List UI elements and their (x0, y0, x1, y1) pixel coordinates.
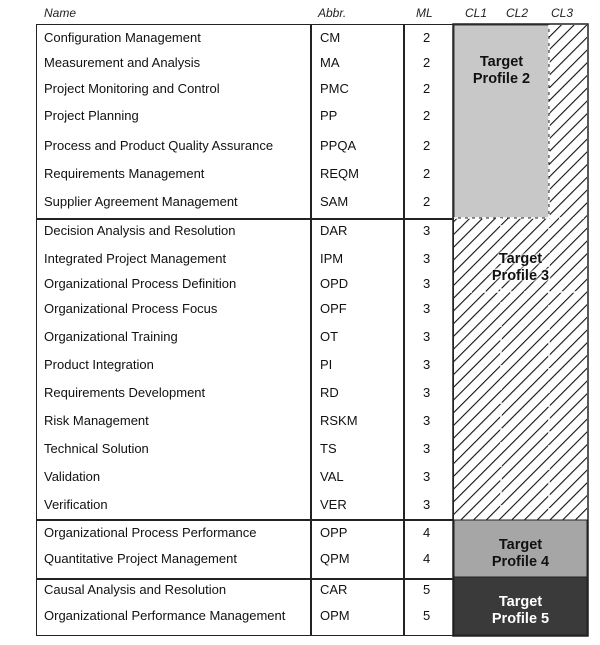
process-area-name: Organizational Process Performance (44, 525, 257, 540)
profile-2-line2: Profile 2 (472, 71, 531, 87)
process-area-abbr: CAR (320, 582, 348, 597)
process-area-abbr: PMC (320, 81, 349, 96)
process-area-abbr: CM (320, 30, 341, 45)
process-area-name: Causal Analysis and Resolution (44, 582, 227, 597)
maturity-level: 5 (423, 582, 431, 597)
maturity-level: 2 (423, 194, 431, 209)
profile-4-line1: Target (498, 537, 543, 553)
process-area-abbr: MA (320, 55, 340, 70)
maturity-level: 3 (423, 497, 431, 512)
process-area-abbr: SAM (320, 194, 349, 209)
maturity-level: 3 (423, 441, 431, 456)
maturity-level: 3 (423, 357, 431, 372)
maturity-level: 2 (423, 138, 431, 153)
maturity-level: 3 (423, 251, 431, 266)
header-name: Name (44, 6, 77, 20)
process-area-name: Verification (44, 497, 108, 512)
maturity-level: 3 (423, 301, 431, 316)
process-area-name: Project Monitoring and Control (44, 81, 220, 96)
process-area-abbr: RSKM (320, 413, 358, 428)
target-profile-3-label (454, 251, 587, 285)
process-area-abbr: OPF (320, 301, 347, 316)
profile-2-line1: Target (479, 54, 524, 70)
maturity-level: 2 (423, 55, 431, 70)
process-area-abbr: REQM (320, 166, 359, 181)
process-area-abbr: PI (320, 357, 333, 372)
process-area-name: Configuration Management (44, 30, 201, 45)
maturity-level: 2 (423, 108, 431, 123)
process-area-abbr: PP (320, 108, 338, 123)
process-area-name: Integrated Project Management (44, 251, 227, 266)
process-area-abbr: OPP (320, 525, 348, 540)
target-profile-3-hatch-upper (549, 25, 587, 218)
header-ml: ML (416, 6, 433, 20)
process-area-name: Product Integration (44, 357, 154, 372)
process-area-name: Supplier Agreement Management (44, 194, 238, 209)
header-cl2: CL2 (506, 6, 529, 20)
process-area-name: Validation (44, 469, 101, 484)
process-area-abbr: RD (320, 385, 339, 400)
process-area-name: Organizational Performance Management (44, 608, 286, 623)
process-area-name: Quantitative Project Management (44, 551, 237, 566)
target-profile-2-label (454, 54, 549, 88)
target-profile-5-label (454, 594, 587, 628)
maturity-level: 3 (423, 385, 431, 400)
profile-5-line1: Target (498, 594, 543, 610)
profile-5-line2: Profile 5 (491, 611, 550, 627)
maturity-level: 2 (423, 30, 431, 45)
process-area-abbr: OPM (320, 608, 350, 623)
process-area-name: Decision Analysis and Resolution (44, 223, 236, 238)
maturity-level: 3 (423, 469, 431, 484)
process-area-abbr: DAR (320, 223, 348, 238)
maturity-level: 5 (423, 608, 431, 623)
maturity-level: 4 (423, 551, 431, 566)
process-area-abbr: QPM (320, 551, 350, 566)
maturity-level: 3 (423, 276, 431, 291)
profile-4-line2: Profile 4 (491, 554, 550, 570)
process-area-abbr: PPQA (320, 138, 357, 153)
maturity-level: 2 (423, 166, 431, 181)
process-area-abbr: IPM (320, 251, 344, 266)
process-area-name: Measurement and Analysis (44, 55, 201, 70)
maturity-level: 2 (423, 81, 431, 96)
maturity-level: 3 (423, 413, 431, 428)
process-area-name: Requirements Development (44, 385, 206, 400)
header-cl1: CL1 (465, 6, 488, 20)
target-profile-4-label (454, 537, 587, 571)
process-area-name: Organizational Training (44, 329, 178, 344)
process-area-abbr: TS (320, 441, 337, 456)
profile-3-line1: Target (498, 251, 543, 267)
process-area-abbr: VAL (320, 469, 344, 484)
process-area-name: Project Planning (44, 108, 139, 123)
process-area-name: Organizational Process Focus (44, 301, 218, 316)
process-area-name: Requirements Management (44, 166, 205, 181)
maturity-level: 4 (423, 525, 431, 540)
process-area-abbr: OT (320, 329, 339, 344)
process-area-name: Process and Product Quality Assurance (44, 138, 274, 153)
process-area-name: Risk Management (44, 413, 149, 428)
process-area-abbr: OPD (320, 276, 349, 291)
process-area-name: Organizational Process Definition (44, 276, 237, 291)
profile-3-line2: Profile 3 (491, 268, 550, 284)
process-area-abbr: VER (320, 497, 347, 512)
process-area-name: Technical Solution (44, 441, 149, 456)
header-abbr: Abbr. (318, 6, 347, 20)
maturity-level: 3 (423, 329, 431, 344)
maturity-level: 3 (423, 223, 431, 238)
header-cl3: CL3 (551, 6, 574, 20)
